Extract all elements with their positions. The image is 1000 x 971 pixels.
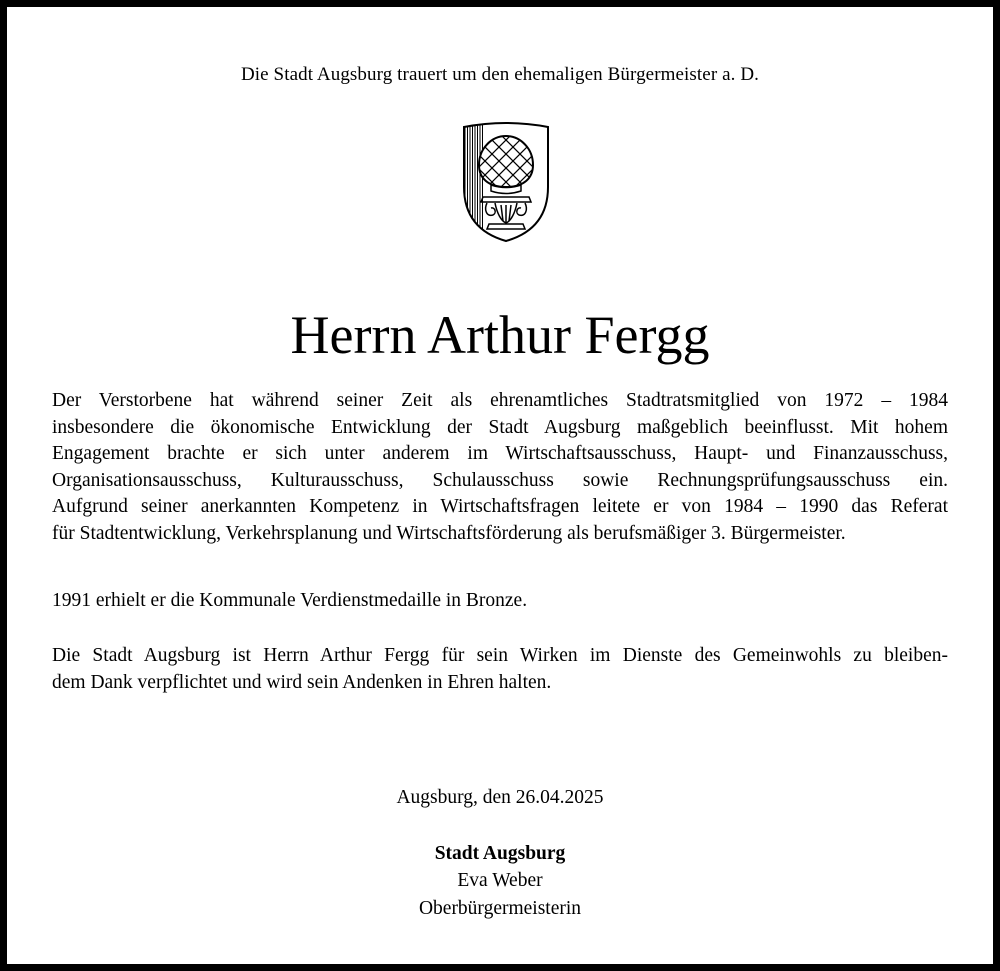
paragraph-line: insbesondere die ökonomische Entwicklung der Stadt Augsburg maßgeblich beeinflusst. Mit hohem	[52, 416, 948, 438]
pine-cone	[453, 117, 559, 203]
paragraph-line: Die Stadt Augsburg ist Herrn Arthur Fergg für sein Wirken im Dienste des Gemeinwohls zu bleiben-	[52, 645, 948, 666]
tribute-paragraph	[52, 388, 948, 547]
paragraph-line: Aufgrund seiner anerkannten Kompetenz in Wirtschaftsfragen leitete er von 1984 – 1990 das Referat	[52, 496, 948, 517]
paragraph-line: für Stadtentwicklung, Verkehrsplanung und Wirtschaftsförderung als berufsmäßiger 3. Bürgermeister.	[52, 522, 846, 544]
signer-name: Eva Weber	[457, 870, 543, 891]
organization-name: Stadt Augsburg	[434, 843, 566, 864]
paragraph-line: Engagement brachte er sich unter anderem im Wirtschaftsausschuss, Haupt- und Finanzausschuss,	[52, 443, 948, 464]
capital	[481, 197, 531, 229]
deceased-name: Herrn Arthur Fergg	[290, 305, 710, 365]
paragraph-line: Organisationsausschuss, Kulturausschuss, Schulausschuss sowie Rechnungsprüfungsausschuss ein.	[52, 469, 948, 491]
obituary-notice	[7, 7, 993, 964]
signer-role: Oberbürgermeisterin	[418, 898, 582, 919]
paragraph-line: Der Verstorbene hat während seiner Zeit als ehrenamtliches Stadtratsmitglied von 1972 – 1984	[52, 390, 948, 411]
shield-stripes	[465, 117, 483, 245]
intro-line: Die Stadt Augsburg trauert um den ehemaligen Bürgermeister a. D.	[240, 64, 760, 85]
award-paragraph: 1991 erhielt er die Kommunale Verdienstmedaille in Bronze.	[52, 590, 528, 611]
gratitude-paragraph	[52, 643, 948, 696]
place-date: Augsburg, den 26.04.2025	[396, 787, 604, 808]
augsburg-coat-of-arms-icon	[451, 117, 561, 245]
paragraph-line: dem Dank verpflichtet und wird sein Andenken in Ehren halten.	[52, 671, 552, 693]
